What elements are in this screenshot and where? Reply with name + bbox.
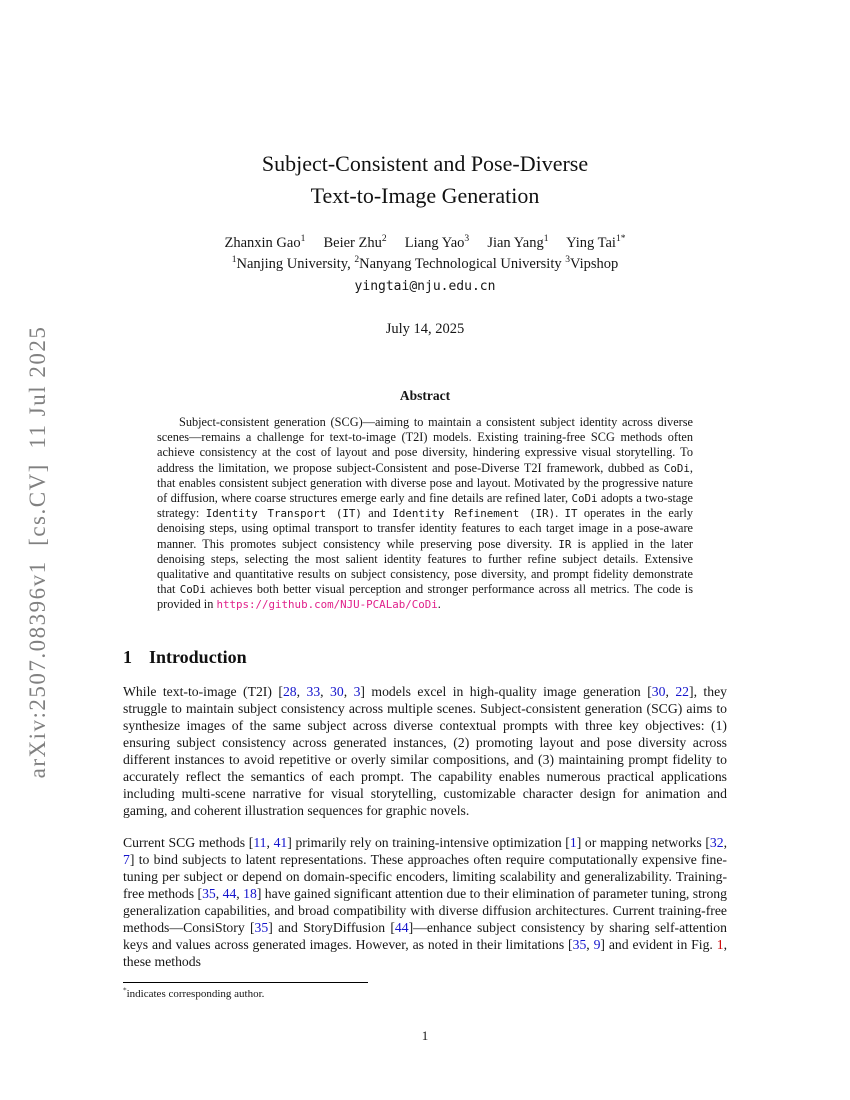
code-text: CoDi — [571, 492, 598, 506]
citation-link[interactable]: 35 — [202, 885, 216, 901]
citation-link[interactable]: 32 — [709, 834, 724, 850]
intro-paragraph-2 — [123, 834, 727, 970]
citation-link[interactable]: 44 — [394, 919, 409, 935]
text-run: . — [437, 597, 441, 612]
corresponding-author-footnote — [123, 988, 727, 1000]
text-run: , — [343, 683, 354, 699]
citation-link[interactable]: 3 — [353, 683, 361, 699]
text-run: Beier Zhu — [305, 235, 382, 251]
text-run: adopts a two-stage strategy: — [157, 491, 693, 521]
superscript: 2 — [354, 254, 360, 266]
section-heading-introduction — [123, 647, 727, 668]
code-text: CoDi — [179, 583, 206, 597]
text-run: ] models excel in high-quality image generation [ — [360, 683, 652, 699]
text-run: and — [361, 506, 393, 521]
superscript: * — [123, 986, 127, 995]
text-run: Nanjing University, — [236, 256, 355, 272]
text-run: . — [555, 506, 565, 521]
text-run: , — [586, 936, 594, 952]
text-run: Ying Tai — [548, 235, 616, 251]
intro-paragraph-1 — [123, 683, 727, 819]
citation-link[interactable]: 30 — [330, 683, 344, 699]
paper-title — [123, 148, 727, 212]
text-run: Liang Yao — [386, 235, 465, 251]
code-text: Identity Refinement (IR) — [392, 507, 556, 521]
text-run: , — [665, 683, 676, 699]
text-run: , — [296, 683, 307, 699]
text-run: While text-to-image (T2I) [ — [123, 683, 283, 699]
superscript: 1* — [615, 233, 626, 245]
section-title: Introduction — [149, 646, 247, 667]
section-number: 1 — [123, 646, 132, 667]
superscript: 2 — [381, 233, 387, 245]
superscript: 1 — [300, 233, 306, 245]
text-run: , — [236, 885, 244, 901]
text-run: Vipshop — [570, 256, 619, 272]
text-run: indicates corresponding author. — [126, 988, 265, 1000]
citation-link[interactable]: 9 — [593, 936, 601, 952]
footnote-block — [123, 982, 727, 1000]
citation-link[interactable]: 28 — [282, 683, 297, 699]
code-repo-link[interactable]: https://github.com/NJU-PCALab/CoDi — [216, 598, 438, 612]
text-run: Nanyang Technological University — [359, 256, 566, 272]
code-text: IT — [564, 507, 578, 521]
arxiv-watermark: arXiv:2507.08396v1 [cs.CV] 11 Jul 2025 — [25, 325, 50, 779]
citation-link[interactable]: 33 — [306, 683, 321, 699]
text-run: operates in the early denoising steps, using optimal transport to transfer identity features to each target image in a pose-aware manner. This promotes subject consistency while preserving pose diversity. — [157, 506, 694, 551]
superscript: 1 — [543, 233, 549, 245]
text-run: Jian Yang — [469, 235, 544, 251]
text-run: ] and evident in Fig. — [600, 936, 717, 952]
text-run: , that enables consistent subject generation with diverse pose and layout. Motivated by the progressive nature of diffusion, where coarse structures emerge early and fine details are refined later, — [157, 460, 693, 506]
title-line-1: Subject-Consistent and Pose-Diverse — [261, 151, 589, 176]
page-number: 1 — [421, 1028, 429, 1043]
title-line-2: Text-to-Image Generation — [310, 183, 540, 208]
citation-link[interactable]: 30 — [651, 683, 666, 699]
citation-link[interactable]: 7 — [123, 851, 130, 867]
citation-link[interactable]: 41 — [273, 834, 288, 850]
author-line — [123, 234, 727, 253]
text-run: achieves both better visual perception and stronger performance across all metrics. The code is provided in — [157, 582, 693, 612]
text-run: , these methods — [123, 936, 727, 969]
text-run: , — [320, 683, 331, 699]
text-run: , — [215, 885, 223, 901]
superscript: 1 — [231, 254, 237, 266]
text-run: Zhanxin Gao — [224, 235, 301, 251]
text-run: ]—enhance subject consistency by sharing self-attention keys and values across generated images. However, as noted in their limitations [ — [123, 919, 727, 952]
figure-reference[interactable]: 1 — [716, 936, 724, 952]
text-run: ] have gained significant attention due to their elimination of parameter tuning, strong generalization capabilities, and broad compatibility with diverse diffusion architectures. Current training-free methods—ConsiStory [ — [123, 885, 727, 935]
text-run: ] to bind subjects to latent representations. These approaches often require computationally expensive fine-tuning per subject or depend on domain-specific encoders, limiting scalability and generalizability. Training-free methods [ — [123, 851, 727, 901]
superscript: 3 — [565, 254, 571, 266]
paper-content — [123, 0, 727, 970]
code-text: Identity Transport (IT) — [205, 507, 362, 521]
text-run: ] or mapping networks [ — [576, 834, 710, 850]
affiliation-line — [123, 255, 727, 274]
contact-email: yingtai@nju.edu.cn — [354, 279, 496, 294]
citation-link[interactable]: 18 — [243, 885, 257, 901]
code-text: IR — [558, 537, 572, 551]
text-run: ], they struggle to maintain subject consistency across multiple scenes. Subject-consistent generation (SCG) aims to synthesize images of the same subject across diverse contextual prompts with three key objectives: (1) ensuring subject consistency across generated instances, (2) promoting layout and pose diversity across different instances to avoid repetitive or overly similar compositions, and (3) maintaining prompt fidelity to accurately reflect the semantics of each prompt. The capability enables numerous practical applications including multi-scene narrative for visual storytelling, customizable character design for animation and gaming, and coherent illustration sequences for graphic novels. — [123, 683, 727, 818]
citation-link[interactable]: 22 — [675, 683, 690, 699]
text-run: Subject-consistent generation (SCG)—aiming to maintain a consistent subject identity across diverse scenes—remains a challenge for text-to-image (T2I) models. Existing training-free SCG methods often achieve consistency at the cost of layout and pose diversity, hindering expressive visual storytelling. To address the limitation, we propose subject-Consistent and pose-Diverse T2I framework, dubbed as — [157, 415, 693, 475]
code-text: CoDi — [663, 461, 690, 475]
text-run: is applied in the later denoising steps, selecting the most salient identity features to further refine subject details. Extensive qualitative and quantitative results on subject consistency, pose diversity, and prompt fidelity demonstrate that — [157, 536, 693, 597]
citation-link[interactable]: 35 — [572, 936, 587, 952]
superscript: 3 — [464, 233, 470, 245]
text-run: Current SCG methods [ — [123, 834, 254, 850]
citation-link[interactable]: 11 — [253, 834, 267, 850]
citation-link[interactable]: 44 — [222, 885, 237, 901]
abstract-text — [157, 415, 693, 613]
footnote-rule — [123, 982, 368, 983]
text-run: ] and StoryDiffusion [ — [268, 919, 395, 935]
text-run: ] primarily rely on training-intensive optimization [ — [287, 834, 570, 850]
abstract-heading: Abstract — [399, 388, 451, 403]
text-run: , — [723, 834, 727, 850]
citation-link[interactable]: 35 — [254, 919, 269, 935]
text-run: , — [266, 834, 274, 850]
citation-link[interactable]: 1 — [569, 834, 577, 850]
date-line: July 14, 2025 — [385, 321, 465, 337]
